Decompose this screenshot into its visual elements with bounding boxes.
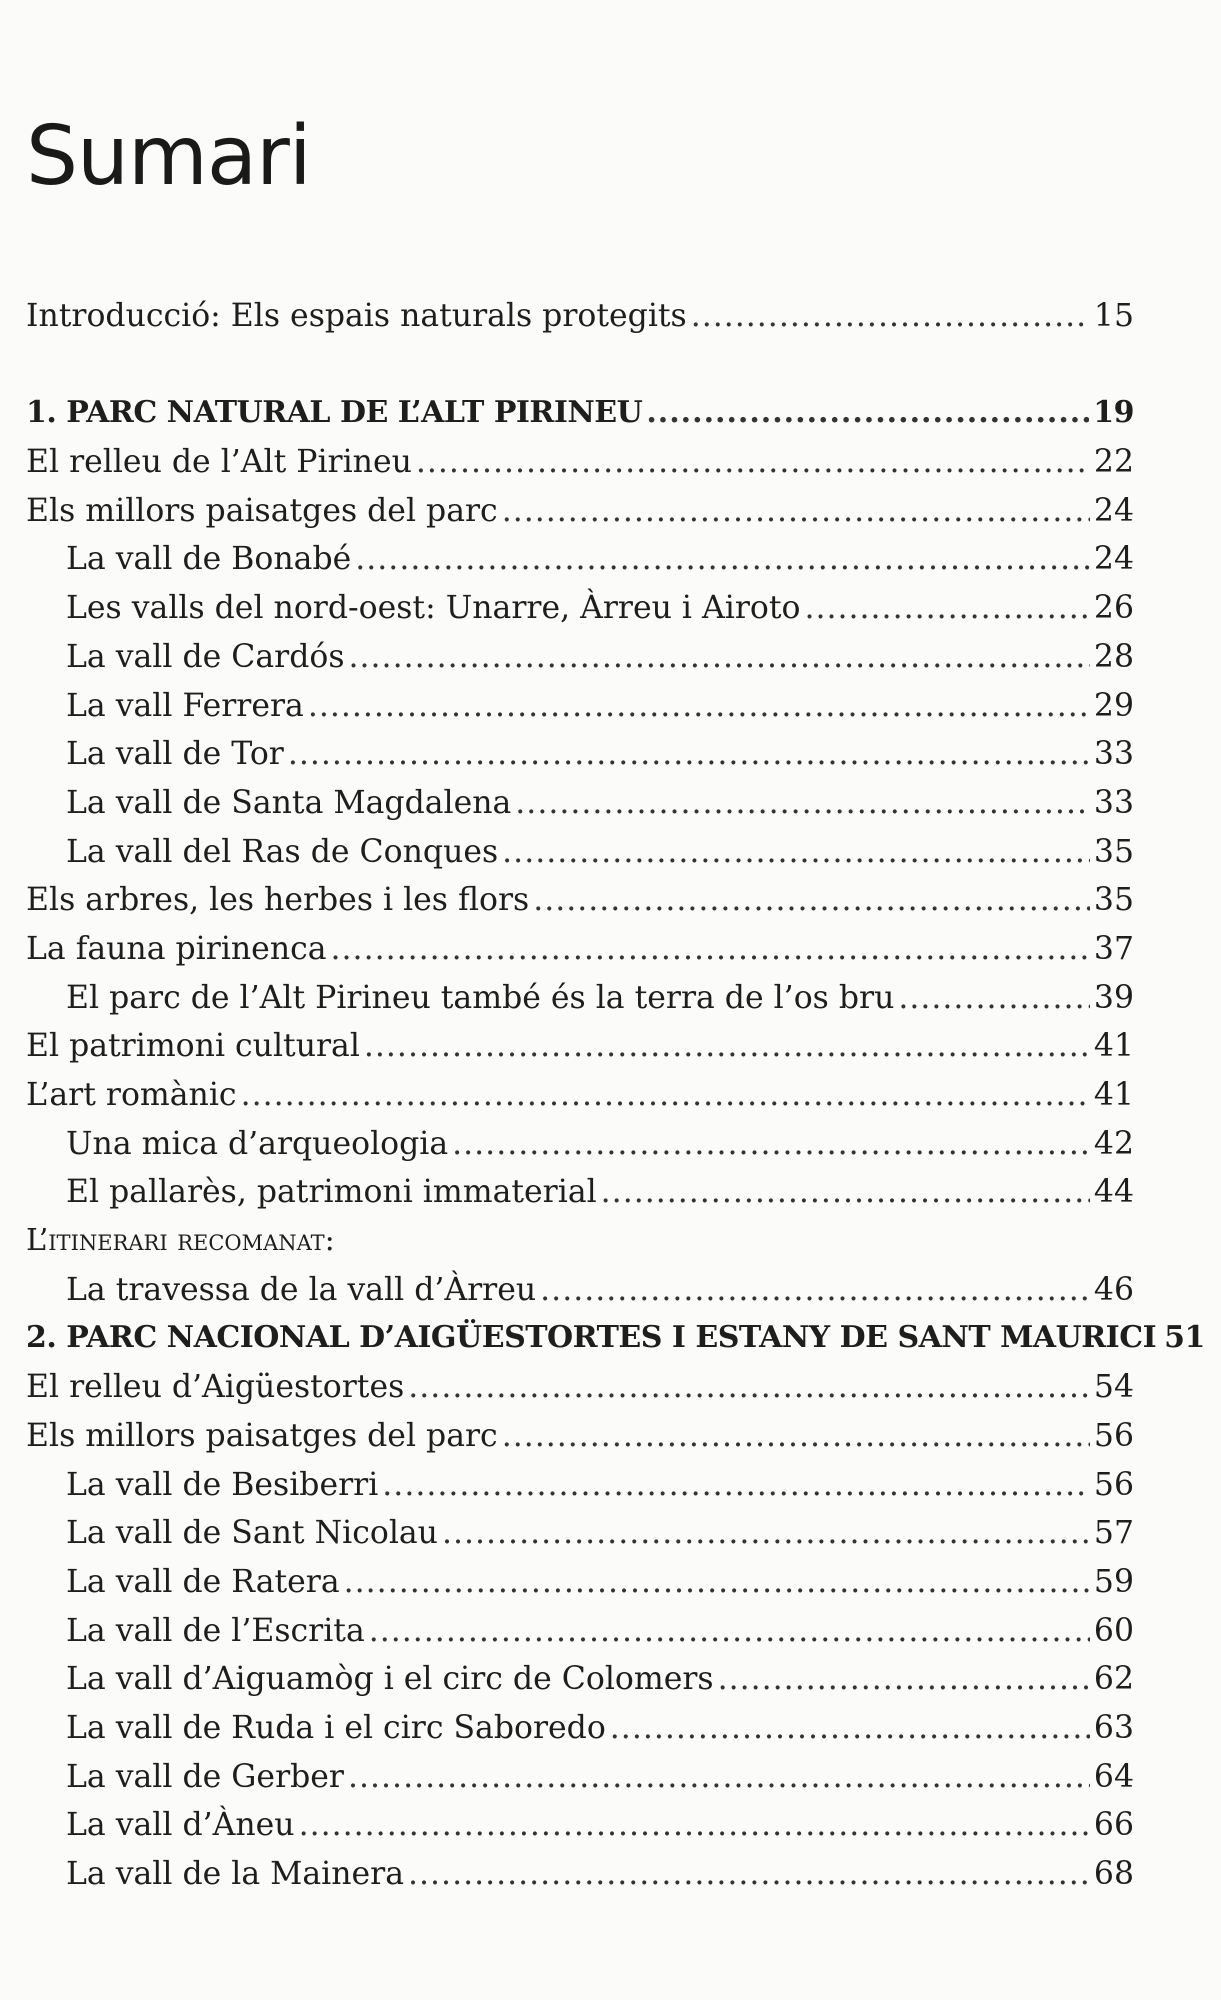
toc-entry — [26, 1515, 1134, 1564]
toc-entry — [26, 882, 1134, 931]
toc-dot-leader — [408, 1369, 1090, 1405]
toc-dot-leader — [610, 1710, 1090, 1746]
toc-entry-label: La travessa de la vall d’Àrreu — [66, 1271, 537, 1308]
toc-entry-label: Els arbres, les herbes i les flors — [26, 882, 530, 919]
toc-dot-leader — [288, 736, 1090, 772]
toc-spacer — [26, 347, 1134, 396]
toc-dot-leader — [344, 1564, 1090, 1600]
toc-page-number: 51 — [1164, 1320, 1205, 1356]
toc-entry — [26, 1077, 1134, 1126]
toc-entry — [26, 1126, 1134, 1175]
toc-dot-leader — [382, 1467, 1090, 1503]
toc-page-number: 22 — [1093, 444, 1134, 481]
toc-dot-leader — [540, 1272, 1090, 1308]
toc-page-number: 26 — [1093, 590, 1134, 627]
toc-page-number: 35 — [1093, 882, 1134, 919]
toc-page-number: 33 — [1093, 736, 1134, 773]
toc-page-number: 46 — [1093, 1271, 1134, 1308]
toc-dot-leader — [369, 1613, 1090, 1649]
toc-page-number: 66 — [1093, 1807, 1134, 1844]
toc-entry-label: Les valls del nord-oest: Unarre, Àrreu i Airoto — [66, 590, 801, 627]
toc-entry-label: La vall de la Mainera — [66, 1856, 405, 1892]
toc-dot-leader — [502, 1418, 1090, 1454]
toc-entry — [26, 931, 1134, 980]
toc-entry — [26, 1174, 1134, 1223]
toc-entry — [26, 1856, 1134, 1905]
toc-entry — [26, 298, 1134, 347]
toc-page-number: 54 — [1093, 1369, 1134, 1406]
toc-entry-label: El parc de l’Alt Pirineu també és la terra de l’os bru — [66, 979, 895, 1016]
toc-page-number: 64 — [1093, 1758, 1134, 1795]
toc-entry-label: 2. PARC NACIONAL D’AIGÜESTORTES I ESTANY DE SANT MAURICI — [26, 1320, 1157, 1356]
toc-entry-label: La vall del Ras de Conques — [66, 833, 499, 870]
toc-page-number: 41 — [1093, 1028, 1134, 1065]
toc-entry — [26, 1418, 1134, 1467]
toc-page-number: 29 — [1093, 687, 1134, 724]
toc-entry-label: L’art romànic — [26, 1077, 237, 1113]
toc-entry — [26, 1661, 1134, 1710]
toc-entry-label: La vall de Santa Magdalena — [66, 784, 512, 821]
toc-entry — [26, 1369, 1134, 1418]
toc-entry-label: Introducció: Els espais naturals protegits — [26, 298, 687, 334]
toc-dot-leader — [601, 1174, 1090, 1210]
toc-page-number: 19 — [1093, 395, 1134, 431]
toc-entry — [26, 1272, 1134, 1321]
toc-page-number: 24 — [1093, 492, 1134, 529]
toc-entry-label: La vall de Besiberri — [66, 1466, 379, 1503]
toc-entry-label: 1. PARC NATURAL DE L’ALT PIRINEU — [26, 395, 643, 431]
toc-page-number: 63 — [1093, 1709, 1134, 1746]
toc-entry — [26, 639, 1134, 688]
toc-entry — [26, 688, 1134, 737]
toc-entry — [26, 1613, 1134, 1662]
toc-dot-leader — [718, 1661, 1090, 1697]
toc-entry-label: Una mica d’arqueologia — [66, 1125, 449, 1162]
toc-dot-leader — [241, 1077, 1090, 1113]
toc-dot-leader — [416, 444, 1090, 480]
toc-dot-leader — [348, 1759, 1090, 1795]
toc-entry — [26, 493, 1134, 542]
toc-entry — [26, 444, 1134, 493]
toc-page-number: 57 — [1093, 1515, 1134, 1552]
toc-section-heading — [26, 1320, 1205, 1369]
toc-entry — [26, 1759, 1134, 1808]
toc-entry-label: La fauna pirinenca — [26, 930, 327, 967]
table-of-contents — [26, 298, 1205, 1905]
toc-entry-label: La vall de Gerber — [66, 1758, 344, 1795]
toc-page-number: 24 — [1093, 541, 1134, 578]
toc-dot-leader — [502, 834, 1090, 870]
toc-entry-label: La vall Ferrera — [66, 687, 304, 724]
toc-section-heading — [26, 395, 1134, 444]
toc-entry-label: El relleu de l’Alt Pirineu — [26, 444, 412, 481]
toc-dot-leader — [533, 882, 1090, 918]
toc-dot-leader — [408, 1856, 1090, 1892]
toc-dot-leader — [442, 1515, 1090, 1551]
toc-entry — [26, 1223, 1134, 1272]
page-title: Sumari — [26, 109, 311, 204]
toc-dot-leader — [804, 590, 1089, 626]
toc-entry — [26, 1028, 1134, 1077]
toc-entry-label: La vall de Tor — [66, 736, 284, 773]
toc-entry-label: Els millors paisatges del parc — [26, 492, 498, 529]
toc-entry — [26, 736, 1134, 785]
toc-entry-label: El relleu d’Aigüestortes — [26, 1369, 405, 1406]
toc-entry — [26, 785, 1134, 834]
toc-dot-leader — [308, 688, 1090, 724]
toc-page-number: 37 — [1093, 930, 1134, 967]
toc-page-number: 56 — [1093, 1417, 1134, 1454]
toc-dot-leader — [355, 541, 1090, 577]
toc-page-number: 39 — [1093, 979, 1134, 1016]
toc-dot-leader — [898, 980, 1090, 1016]
toc-dot-leader — [515, 785, 1090, 821]
toc-entry — [26, 1710, 1134, 1759]
toc-entry-label: La vall de Ruda i el circ Saboredo — [66, 1709, 606, 1746]
toc-dot-leader — [364, 1028, 1090, 1064]
toc-entry-label: Els millors paisatges del parc — [26, 1417, 498, 1454]
toc-entry — [26, 834, 1134, 883]
toc-entry-label: La vall de Bonabé — [66, 541, 352, 578]
toc-entry-label: La vall d’Aiguamòg i el circ de Colomers — [66, 1661, 714, 1698]
toc-entry-label: El pallarès, patrimoni immaterial — [66, 1174, 597, 1211]
toc-dot-leader — [331, 931, 1090, 967]
toc-entry-label: La vall d’Àneu — [66, 1807, 295, 1844]
toc-page-number: 44 — [1093, 1174, 1134, 1211]
toc-dot-leader — [691, 298, 1090, 334]
toc-page-number: 68 — [1093, 1856, 1134, 1892]
toc-page-number: 59 — [1093, 1563, 1134, 1600]
toc-entry-label: La vall de Ratera — [66, 1563, 340, 1600]
toc-page-number: 56 — [1093, 1466, 1134, 1503]
toc-page-number: 35 — [1093, 833, 1134, 870]
toc-page-number: 41 — [1093, 1077, 1134, 1113]
toc-entry-label: La vall de Sant Nicolau — [66, 1515, 438, 1552]
toc-page-number: 15 — [1093, 298, 1134, 334]
toc-entry-label: El patrimoni cultural — [26, 1028, 360, 1065]
toc-entry-label: La vall de Cardós — [66, 638, 345, 675]
toc-entry — [26, 1807, 1134, 1856]
toc-page-number: 33 — [1093, 784, 1134, 821]
toc-page-number: 62 — [1093, 1661, 1134, 1698]
toc-entry-label: L’itinerari recomanat: — [26, 1223, 335, 1259]
toc-entry — [26, 1467, 1134, 1516]
toc-page-number: 28 — [1093, 638, 1134, 675]
toc-dot-leader — [349, 639, 1090, 675]
toc-entry-label: La vall de l’Escrita — [66, 1612, 365, 1649]
toc-dot-leader — [502, 493, 1090, 529]
toc-entry — [26, 541, 1134, 590]
toc-entry — [26, 1564, 1134, 1613]
toc-entry — [26, 980, 1134, 1029]
toc-page-number: 60 — [1093, 1612, 1134, 1649]
toc-dot-leader — [646, 395, 1089, 430]
toc-dot-leader — [299, 1807, 1090, 1843]
toc-page-number: 42 — [1093, 1125, 1134, 1162]
toc-entry — [26, 590, 1134, 639]
toc-dot-leader — [452, 1126, 1090, 1162]
